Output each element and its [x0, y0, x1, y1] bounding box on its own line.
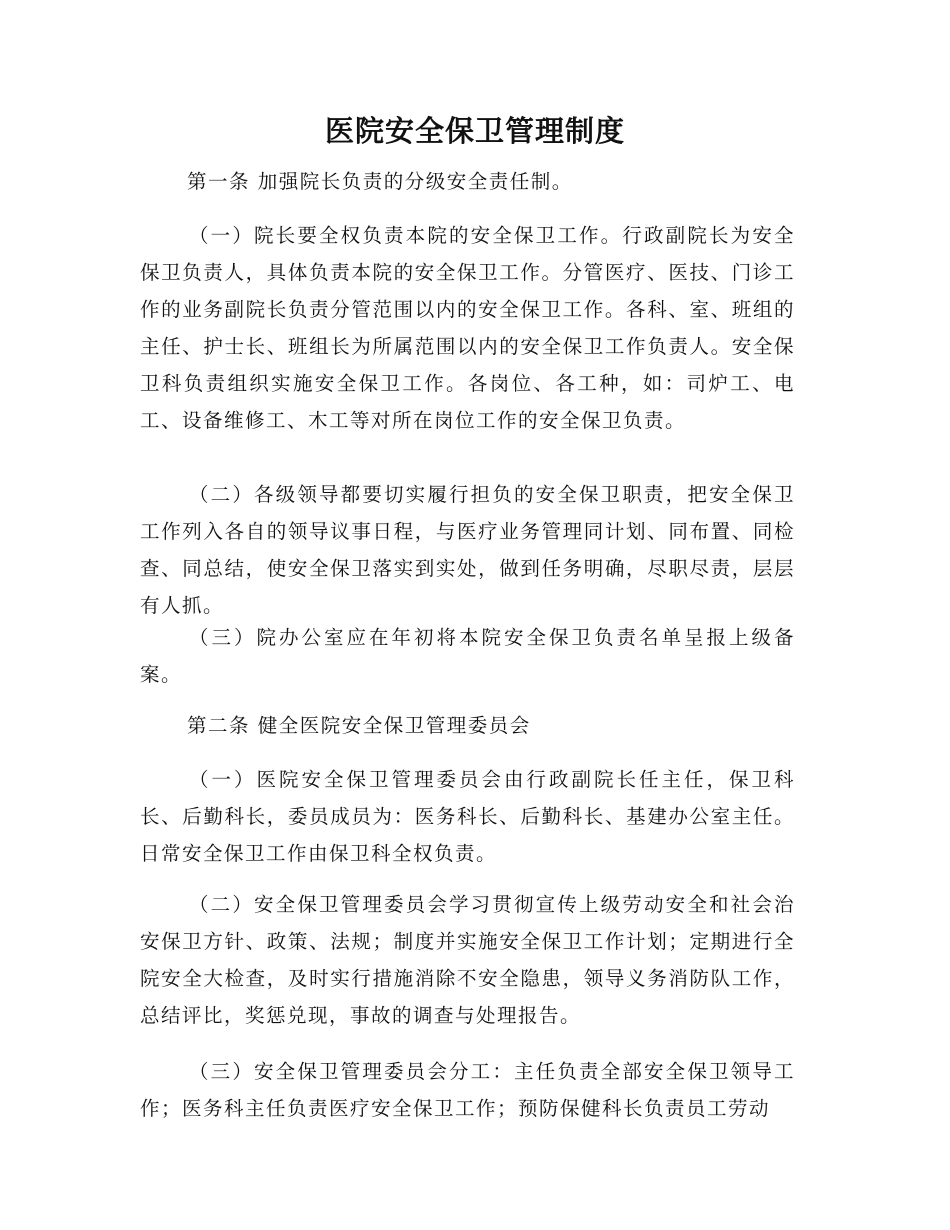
document-title: 医院安全保卫管理制度 [324, 114, 625, 148]
article-2-item-1: （一）医院安全保卫管理委员会由行政副院长任主任，保卫科长、后勤科长，委员成员为：医务科长、后勤科长、基建办公室主任。日常安全保卫工作由保卫科全权负责。 [140, 768, 795, 865]
article-1-item-3: （三）院办公室应在年初将本院安全保卫负责名单呈报上级备案。 [140, 626, 795, 686]
article-1-item-1: （一）院长要全权负责本院的安全保卫工作。行政副院长为安全保卫负责人，具体负责本院的安全保卫工作。分管医疗、医技、门诊工作的业务副院长负责分管范围以内的安全保卫工作。各科、室、班组的主任、护士长、班组长为所属范围以内的安全保卫工作负责人。安全保卫科负责组织实施安全保卫工作。各岗位、各工种，如：司炉工、电工、设备维修工、木工等对所在岗位工作的安全保卫负责。 [140, 224, 795, 432]
article-1-heading: 第一条 加强院长负责的分级安全责任制。 [187, 170, 573, 193]
article-2-item-2: （二）安全保卫管理委员会学习贯彻宣传上级劳动安全和社会治安保卫方针、政策、法规；制度并实施安全保卫工作计划；定期进行全院安全大检查，及时实行措施消除不安全隐患，领导义务消防队工作，总结评比，奖惩兑现，事故的调查与处理报告。 [140, 893, 795, 1027]
article-2-item-3: （三）安全保卫管理委员会分工：主任负责全部安全保卫领导工作；医务科主任负责医疗安全保卫工作；预防保健科长负责员工劳动 [140, 1060, 795, 1120]
article-2-heading: 第二条 健全医院安全保卫管理委员会 [187, 714, 531, 737]
article-1-item-2: （二）各级领导都要切实履行担负的安全保卫职责，把安全保卫工作列入各自的领导议事日程，与医疗业务管理同计划、同布置、同检查、同总结，使安全保卫落实到实处，做到任务明确，尽职尽责，层层有人抓。 [140, 483, 795, 617]
